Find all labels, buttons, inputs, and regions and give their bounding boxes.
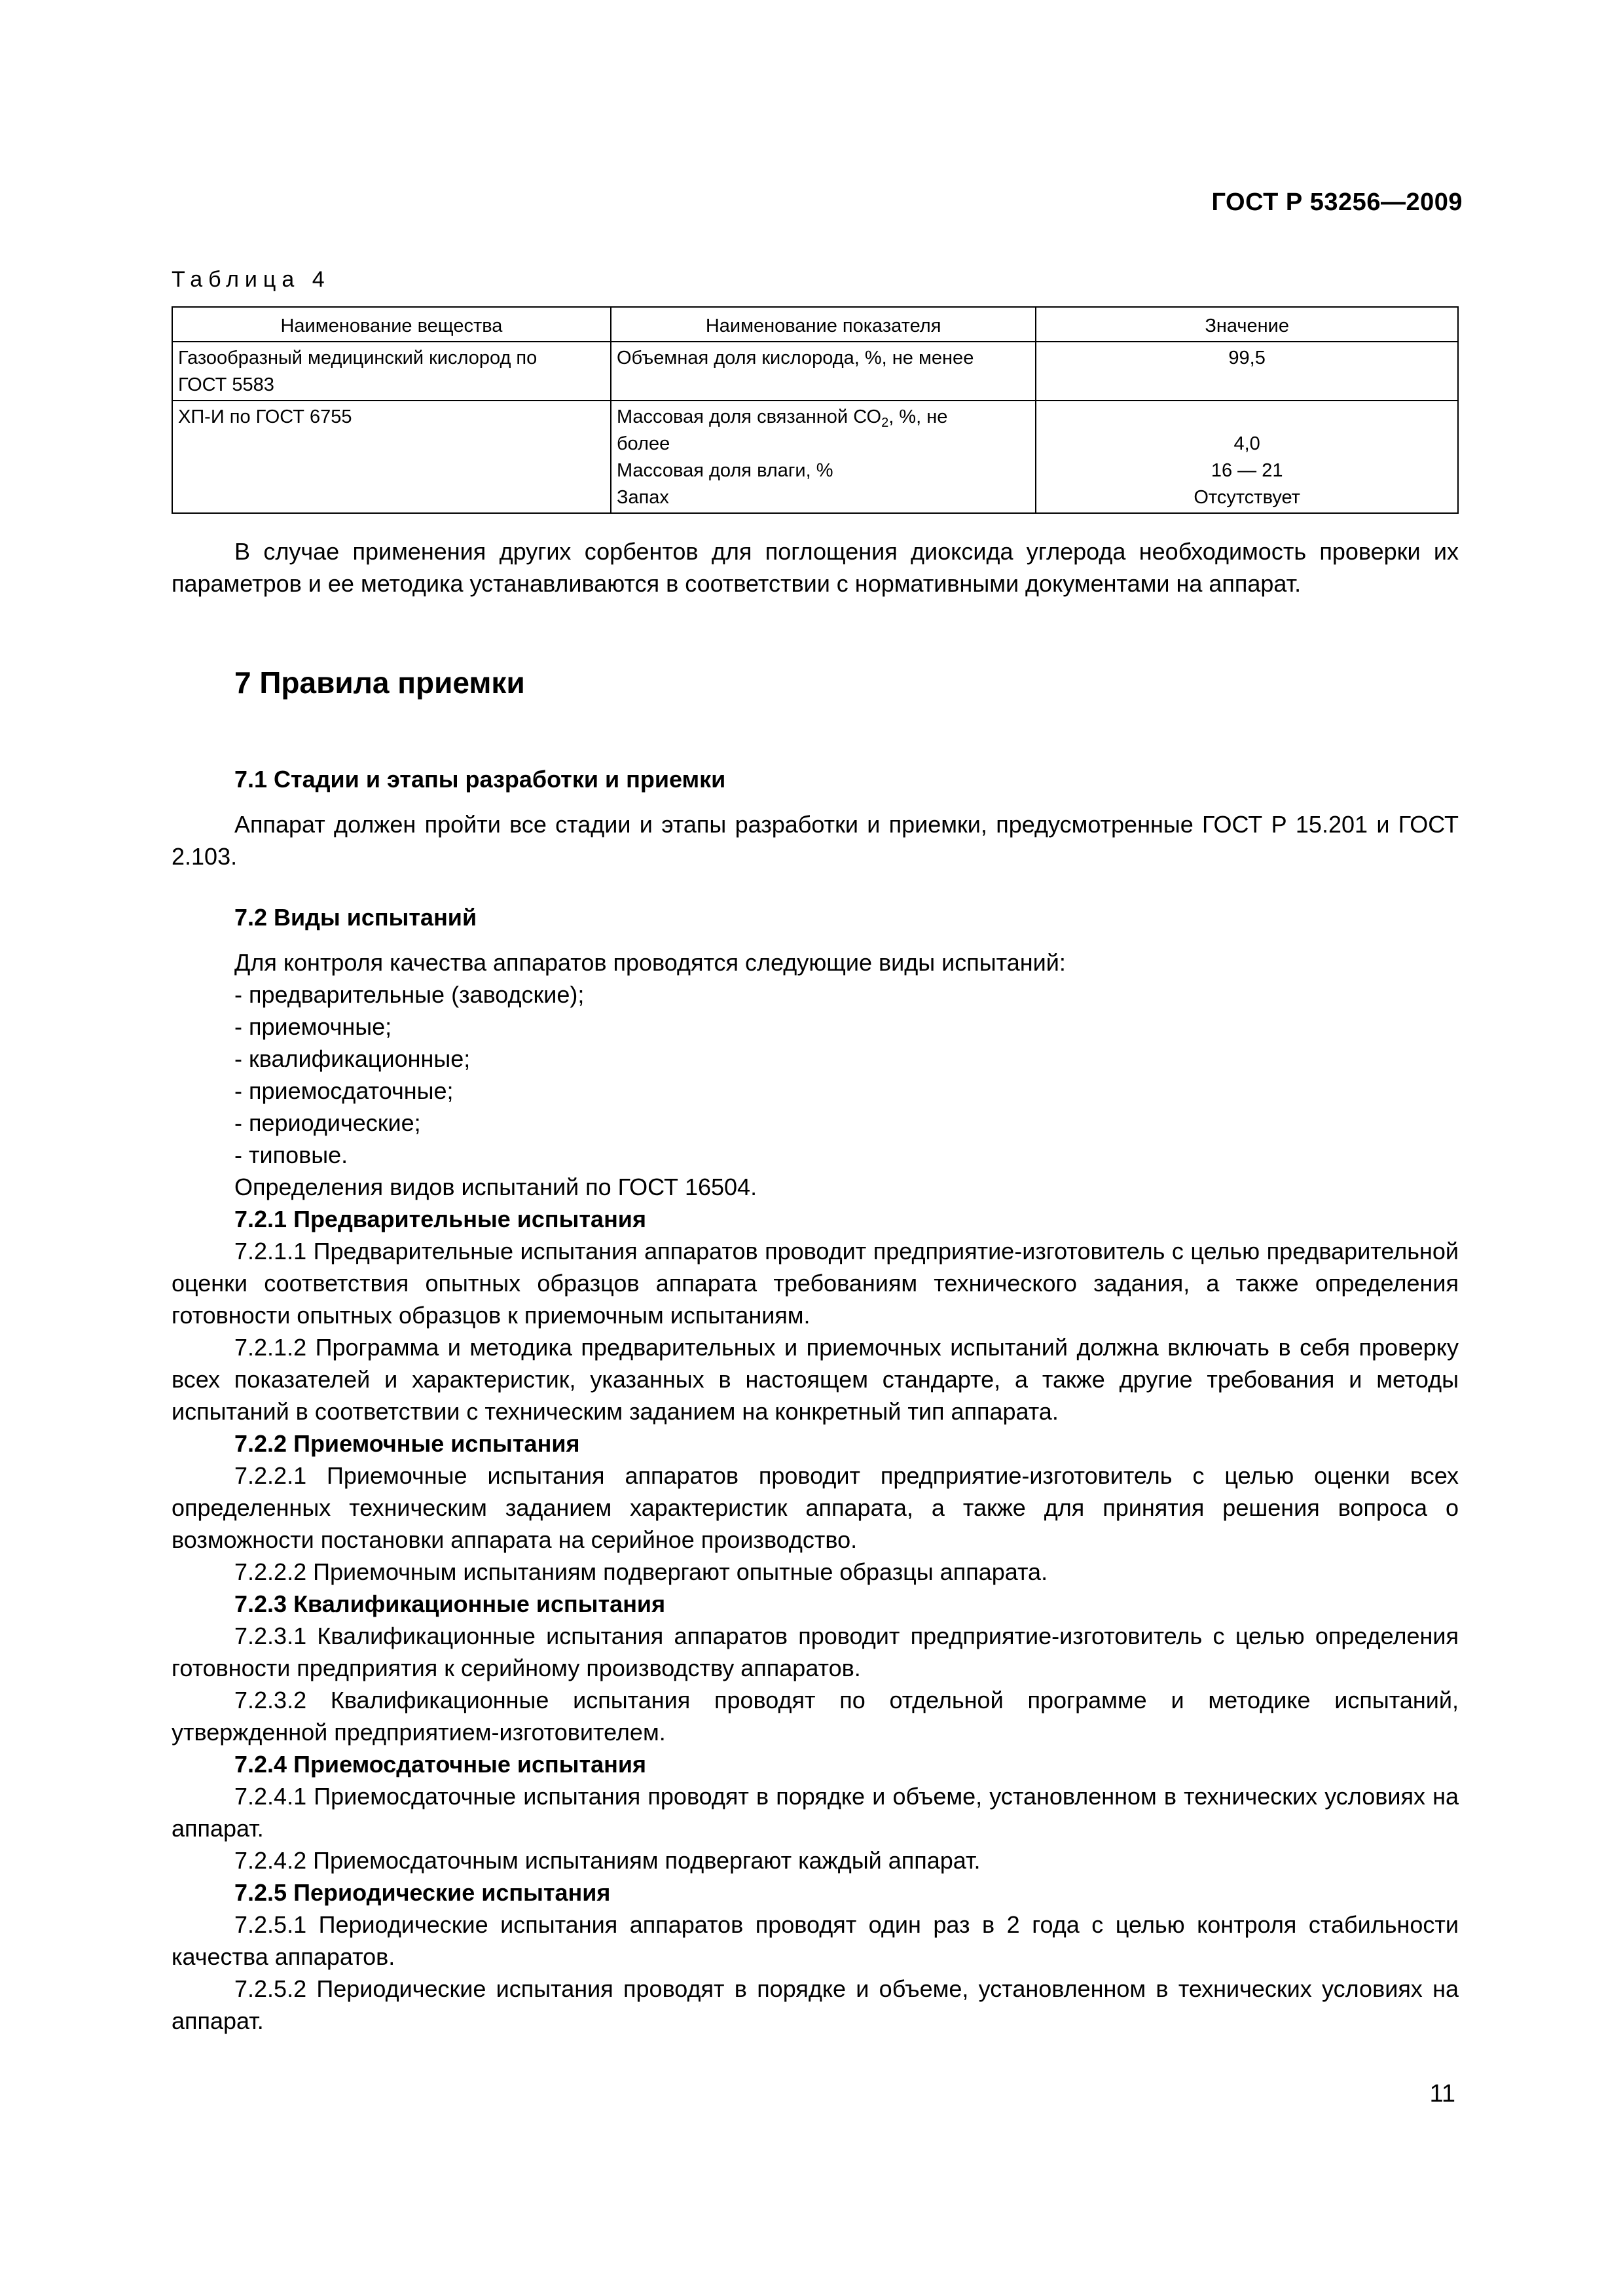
paragraph: 7.2.2.1 Приемочные испытания аппаратов проводит предприятие-изготовитель с целью оценки всех определенных техническим заданием характеристик аппарата, а также для принятия решения вопроса о возможности постановки аппарата на серийное производство. (172, 1462, 1459, 1553)
table-cell-value (1036, 401, 1458, 513)
table-cell-substance (172, 342, 611, 401)
paragraph: 7.2.1.2 Программа и методика предварительных и приемочных испытаний должна включать в себя проверку всех показателей и характеристик, указанных в настоящем стандарте, а также другие требования и методы испытаний в соответствии с техническим заданием на конкретный тип аппарата. (172, 1334, 1459, 1425)
intro-paragraph: В случае применения других сорбентов для поглощения диоксида углерода необходимость проверки их параметров и ее методика устанавливаются в соответствии с нормативными документами на аппарат. (172, 538, 1459, 597)
list-item: - приемосдаточные; (234, 1077, 454, 1104)
table-row (172, 342, 1458, 401)
subsection-7-2-4-title: 7.2.4 Приемосдаточные испытания (234, 1751, 647, 1778)
subsection-7-2-title: 7.2 Виды испытаний (234, 904, 477, 931)
indicator-text: , %, не (888, 406, 948, 427)
cell-line: более (616, 433, 670, 454)
subsection-7-2-3-title: 7.2.3 Квалификационные испытания (234, 1590, 666, 1617)
cell-line (1042, 404, 1452, 431)
cell-line: 4,0 (1233, 433, 1260, 454)
table-header-value: Значение (1036, 307, 1458, 342)
table-cell-substance: ХП-И по ГОСТ 6755 (172, 401, 611, 513)
subsection-7-2-1-title: 7.2.1 Предварительные испытания (234, 1206, 646, 1232)
subsection-7-2-2-title: 7.2.2 Приемочные испытания (234, 1430, 580, 1457)
list-item: - периодические; (234, 1109, 421, 1136)
list-item: - приемочные; (234, 1013, 392, 1040)
intro-block (172, 535, 1459, 600)
paragraph: 7.2.5.2 Периодические испытания проводят в порядке и объеме, установленном в технических условиях на аппарат. (172, 1975, 1459, 2034)
paragraph: 7.2.1.1 Предварительные испытания аппаратов проводит предприятие-изготовитель с целью предварительной оценки соответствия опытных образцов аппарата требованиям технического задания, а также определения готовности опытных образцов к приемочным испытаниям. (172, 1238, 1459, 1329)
paragraph: Аппарат должен пройти все стадии и этапы разработки и приемки, предусмотренные ГОСТ Р 15.201 и ГОСТ 2.103. (172, 811, 1459, 870)
paragraph: 7.2.4.2 Приемосдаточным испытаниям подвергают каждый аппарат. (234, 1847, 981, 1874)
list-item: - квалификационные; (234, 1045, 471, 1072)
section-title: 7 Правила приемки (234, 666, 525, 700)
document-code: ГОСТ Р 53256—2009 (1211, 188, 1463, 216)
table-caption: Таблица 4 (172, 267, 331, 292)
table-header-indicator: Наименование показателя (611, 307, 1036, 342)
cell-line: ГОСТ 5583 (178, 374, 274, 395)
paragraph: 7.2.3.1 Квалификационные испытания аппаратов проводит предприятие-изготовитель с целью определения готовности предприятия к серийному производству аппаратов. (172, 1623, 1459, 1681)
section-7-body (172, 763, 1459, 2037)
cell-line: Запах (616, 487, 669, 508)
paragraph: 7.2.4.1 Приемосдаточные испытания проводят в порядке и объеме, установленном в технических условиях на аппарат. (172, 1783, 1459, 1842)
paragraph: 7.2.5.1 Периодические испытания аппаратов проводят один раз в 2 года с целью контроля стабильности качества аппаратов. (172, 1911, 1459, 1970)
list-item: - типовые. (234, 1141, 348, 1168)
cell-line: Массовая доля влаги, % (616, 460, 833, 481)
subsection-7-2-5-title: 7.2.5 Периодические испытания (234, 1879, 611, 1906)
subsection-7-1-title: 7.1 Стадии и этапы разработки и приемки (234, 766, 726, 793)
paragraph: Для контроля качества аппаратов проводятся следующие виды испытаний: (234, 949, 1066, 976)
subscript: 2 (881, 416, 889, 430)
table-row (172, 401, 1458, 513)
page-number: 11 (1429, 2080, 1455, 2108)
paragraph: 7.2.3.2 Квалификационные испытания проводят по отдельной программе и методике испытаний, утвержденной предприятием-изготовителем. (172, 1687, 1459, 1746)
cell-line: Отсутствует (1194, 487, 1300, 508)
cell-line: Газообразный медицинский кислород по (178, 348, 538, 368)
table-cell-indicator: Объемная доля кислорода, %, не менее (611, 342, 1036, 401)
paragraph: 7.2.2.2 Приемочным испытаниям подвергают опытные образцы аппарата. (234, 1558, 1048, 1585)
indicator-text: Массовая доля связанной СО (616, 406, 882, 427)
list-item: - предварительные (заводские); (234, 981, 585, 1008)
cell-line: 16 — 21 (1211, 460, 1283, 481)
table-cell-indicator (611, 401, 1036, 513)
table-4 (172, 306, 1459, 514)
paragraph: Определения видов испытаний по ГОСТ 16504. (234, 1174, 757, 1200)
table-header-substance: Наименование вещества (172, 307, 611, 342)
cell-line (617, 404, 1030, 431)
table-cell-value: 99,5 (1036, 342, 1458, 401)
table-header-row (172, 307, 1458, 342)
